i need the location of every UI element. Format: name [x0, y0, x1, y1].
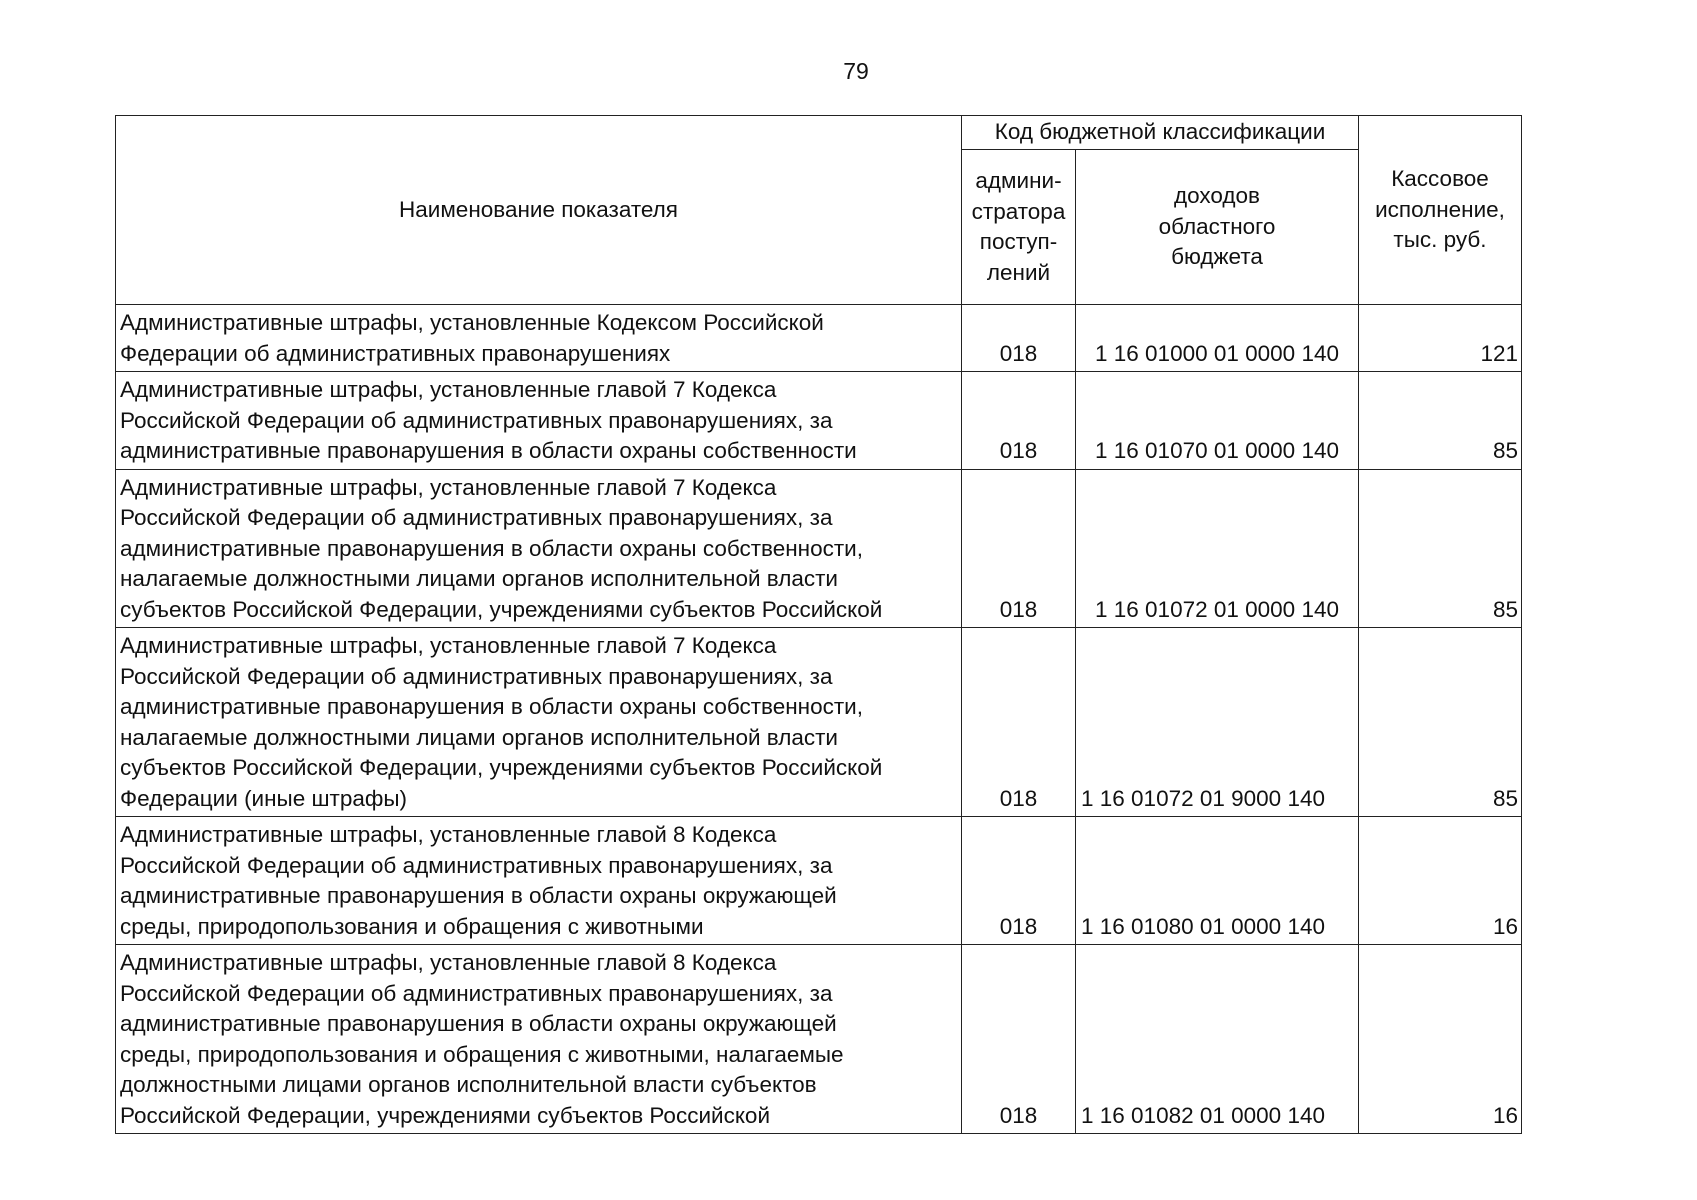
row-income-code: 1 16 01072 01 0000 140	[1076, 469, 1359, 628]
row-income-code: 1 16 01080 01 0000 140	[1076, 817, 1359, 945]
header-amount-label: Кассовое исполнение, тыс. руб.	[1375, 166, 1505, 253]
table-row	[116, 305, 1522, 372]
row-name-cell	[116, 305, 962, 372]
row-admin-code: 018	[962, 305, 1076, 372]
header-name	[116, 116, 962, 305]
header-income-label: доходов областного бюджета	[1158, 183, 1276, 270]
row-amount: 85	[1359, 628, 1522, 817]
header-admin-label: админи- стратора поступ- лений	[971, 168, 1066, 285]
table-row	[116, 372, 1522, 470]
row-income-code: 1 16 01072 01 9000 140	[1076, 628, 1359, 817]
table-row	[116, 469, 1522, 628]
table-row	[116, 628, 1522, 817]
header-name-label: Наименование показателя	[399, 196, 678, 222]
header-admin	[962, 150, 1076, 305]
row-name: Административные штрафы, установленные главой 7 Кодекса Российской Федерации об административных правонарушениях, за административные правонарушения в области охраны собственности, налагаемые должностными лицами органов исполнительной власти субъектов Российской Федерации, учреждениями субъектов Российской	[120, 474, 883, 622]
row-name-cell	[116, 628, 962, 817]
row-name: Административные штрафы, установленные главой 8 Кодекса Российской Федерации об административных правонарушениях, за административные правонарушения в области охраны окружающей среды, природопользования и обращения с животными, налагаемые должностными лицами органов исполнительной власти субъектов Российской Федерации, учреждениями субъектов Российской	[120, 950, 844, 1128]
header-kbk-group	[962, 116, 1359, 150]
page-number: 79	[843, 58, 869, 84]
row-name-cell	[116, 372, 962, 470]
row-name: Административные штрафы, установленные главой 7 Кодекса Российской Федерации об административных правонарушениях, за административные правонарушения в области охраны собственности, налагаемые должностными лицами органов исполнительной власти субъектов Российской Федерации, учреждениями субъектов Российской Федерации (иные штрафы)	[120, 633, 883, 811]
row-amount: 85	[1359, 372, 1522, 470]
table-row	[116, 945, 1522, 1134]
row-income-code: 1 16 01000 01 0000 140	[1076, 305, 1359, 372]
row-income-code: 1 16 01070 01 0000 140	[1076, 372, 1359, 470]
row-name-cell	[116, 469, 962, 628]
header-income	[1076, 150, 1359, 305]
row-amount: 16	[1359, 817, 1522, 945]
row-name: Административные штрафы, установленные главой 8 Кодекса Российской Федерации об административных правонарушениях, за административные правонарушения в области охраны окружающей среды, природопользования и обращения с животными	[120, 822, 837, 939]
row-admin-code: 018	[962, 817, 1076, 945]
row-amount: 85	[1359, 469, 1522, 628]
row-admin-code: 018	[962, 372, 1076, 470]
row-admin-code: 018	[962, 945, 1076, 1134]
row-name: Административные штрафы, установленные главой 7 Кодекса Российской Федерации об административных правонарушениях, за административные правонарушения в области охраны собственности	[120, 377, 857, 463]
row-income-code: 1 16 01082 01 0000 140	[1076, 945, 1359, 1134]
table-header-row	[116, 116, 1522, 150]
table-row	[116, 817, 1522, 945]
header-kbk-group-label: Код бюджетной классификации	[994, 119, 1326, 145]
budget-table	[115, 115, 1522, 1134]
row-amount: 16	[1359, 945, 1522, 1134]
row-admin-code: 018	[962, 469, 1076, 628]
row-amount: 121	[1359, 305, 1522, 372]
row-name-cell	[116, 945, 962, 1134]
row-name: Административные штрафы, установленные Кодексом Российской Федерации об административных правонарушениях	[120, 310, 824, 366]
header-amount	[1359, 116, 1522, 305]
row-admin-code: 018	[962, 628, 1076, 817]
row-name-cell	[116, 817, 962, 945]
